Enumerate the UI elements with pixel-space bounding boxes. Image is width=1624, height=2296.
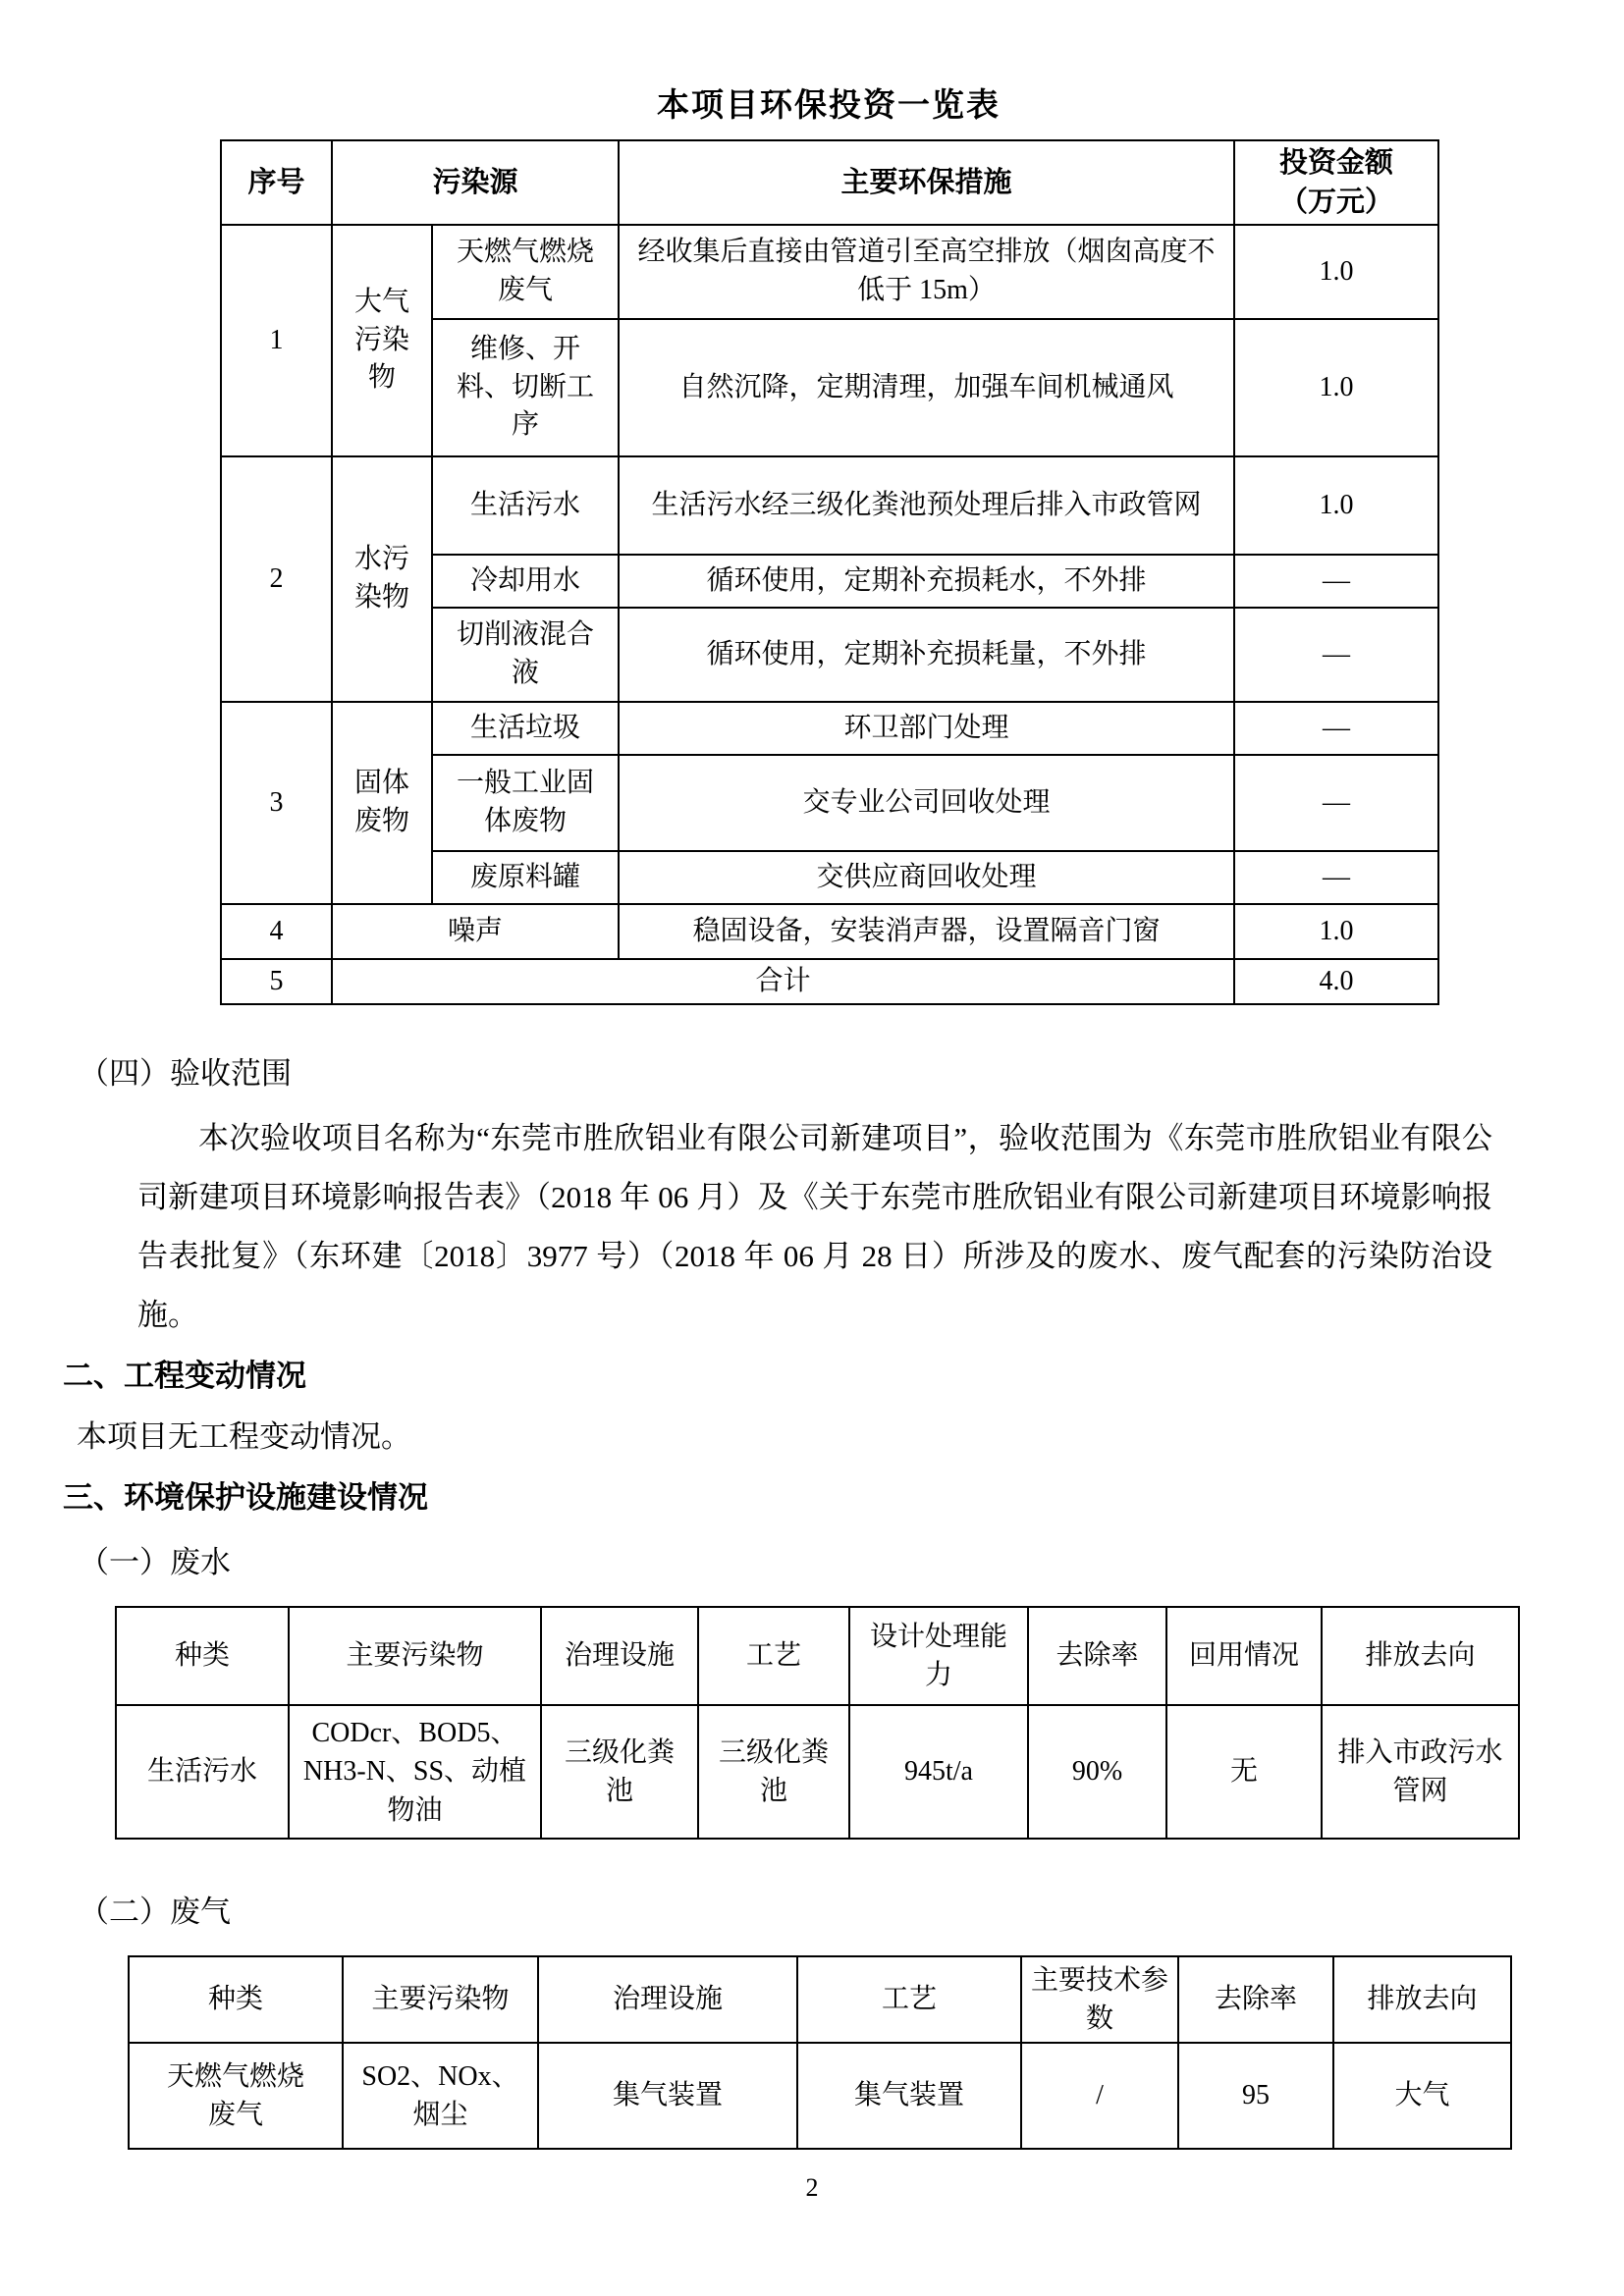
subheading-exhaust: （二）废气 bbox=[79, 1895, 231, 1930]
invest-cell-amount: 4.0 bbox=[1234, 959, 1438, 1004]
invest-header-amount-line2: （万元） bbox=[1279, 187, 1394, 219]
invest-cell-source: 生活污水 bbox=[432, 456, 619, 555]
wastewater-cell-removal-rate: 90% bbox=[1028, 1705, 1166, 1839]
invest-cell-amount: 1.0 bbox=[1234, 319, 1438, 456]
invest-cell-no: 1 bbox=[221, 225, 332, 456]
exhaust-cell-facility: 集气装置 bbox=[538, 2043, 797, 2149]
invest-table-title: 本项目环保投资一览表 bbox=[657, 86, 1001, 123]
section-4-heading: （四）验收范围 bbox=[79, 1056, 292, 1092]
exhaust-cell-process: 集气装置 bbox=[797, 2043, 1021, 2149]
exhaust-cell-destination: 大气 bbox=[1333, 2043, 1511, 2149]
invest-cell-source: 切削液混合液 bbox=[432, 608, 619, 702]
invest-cell-measure: 自然沉降，定期清理，加强车间机械通风 bbox=[619, 319, 1234, 456]
invest-cell-source: 一般工业固体废物 bbox=[432, 755, 619, 851]
exhaust-header: 主要污染物 bbox=[343, 1956, 538, 2043]
invest-cell-measure: 环卫部门处理 bbox=[619, 702, 1234, 755]
heading-3: 三、环境保护设施建设情况 bbox=[63, 1480, 428, 1516]
exhaust-header: 排放去向 bbox=[1333, 1956, 1511, 2043]
invest-cell-no: 2 bbox=[221, 456, 332, 702]
invest-table bbox=[220, 139, 1439, 1005]
exhaust-data-row bbox=[129, 2043, 1511, 2149]
invest-cell-amount: 1.0 bbox=[1234, 904, 1438, 959]
exhaust-cell-tech-params: / bbox=[1021, 2043, 1178, 2149]
wastewater-cell-destination: 排入市政污水管网 bbox=[1322, 1705, 1519, 1839]
invest-row-noise bbox=[221, 904, 1438, 959]
invest-cell-source: 天燃气燃烧废气 bbox=[432, 225, 619, 319]
wastewater-header: 治理设施 bbox=[541, 1607, 698, 1705]
invest-header-source: 污染源 bbox=[332, 140, 619, 225]
wastewater-header: 排放去向 bbox=[1322, 1607, 1519, 1705]
invest-cell-amount: 1.0 bbox=[1234, 225, 1438, 319]
wastewater-header: 设计处理能力 bbox=[849, 1607, 1028, 1705]
wastewater-table bbox=[115, 1606, 1520, 1840]
page-number: 2 bbox=[805, 2173, 819, 2202]
invest-cell-source: 维修、开料、切断工序 bbox=[432, 319, 619, 456]
wastewater-header: 种类 bbox=[116, 1607, 289, 1705]
invest-cell-amount: — bbox=[1234, 555, 1438, 608]
invest-row-total bbox=[221, 959, 1438, 1004]
exhaust-header: 种类 bbox=[129, 1956, 343, 2043]
invest-cell-amount: — bbox=[1234, 702, 1438, 755]
wastewater-data-row bbox=[116, 1705, 1519, 1839]
invest-header-amount bbox=[1234, 140, 1438, 225]
invest-cell-amount: — bbox=[1234, 608, 1438, 702]
exhaust-cell-removal-rate: 95 bbox=[1178, 2043, 1333, 2149]
invest-header-row bbox=[221, 140, 1438, 225]
invest-cell-source: 生活垃圾 bbox=[432, 702, 619, 755]
exhaust-header: 去除率 bbox=[1178, 1956, 1333, 2043]
invest-cell-total-label: 合计 bbox=[332, 959, 1234, 1004]
invest-cell-source: 冷却用水 bbox=[432, 555, 619, 608]
wastewater-cell-capacity: 945t/a bbox=[849, 1705, 1028, 1839]
wastewater-cell-reuse: 无 bbox=[1166, 1705, 1322, 1839]
invest-row-solid-1 bbox=[221, 702, 1438, 755]
invest-cell-measure: 生活污水经三级化粪池预处理后排入市政管网 bbox=[619, 456, 1234, 555]
invest-cell-no: 5 bbox=[221, 959, 332, 1004]
heading-2: 二、工程变动情况 bbox=[63, 1359, 306, 1394]
invest-cell-category: 水污染物 bbox=[332, 456, 432, 702]
invest-cell-measure: 循环使用，定期补充损耗水，不外排 bbox=[619, 555, 1234, 608]
invest-cell-measure: 循环使用，定期补充损耗量，不外排 bbox=[619, 608, 1234, 702]
invest-cell-measure: 稳固设备，安装消声器，设置隔音门窗 bbox=[619, 904, 1234, 959]
wastewater-header: 去除率 bbox=[1028, 1607, 1166, 1705]
wastewater-header: 主要污染物 bbox=[289, 1607, 541, 1705]
exhaust-header-row bbox=[129, 1956, 1511, 2043]
invest-cell-amount: — bbox=[1234, 755, 1438, 851]
exhaust-table bbox=[128, 1955, 1512, 2150]
wastewater-cell-pollutants: CODcr、BOD5、NH3-N、SS、动植物油 bbox=[289, 1705, 541, 1839]
invest-cell-no: 3 bbox=[221, 702, 332, 904]
invest-row-water-1 bbox=[221, 456, 1438, 555]
wastewater-header-row bbox=[116, 1607, 1519, 1705]
invest-header-no: 序号 bbox=[221, 140, 332, 225]
wastewater-cell-facility: 三级化粪池 bbox=[541, 1705, 698, 1839]
wastewater-header: 工艺 bbox=[698, 1607, 849, 1705]
invest-header-measures: 主要环保措施 bbox=[619, 140, 1234, 225]
invest-cell-category: 固体废物 bbox=[332, 702, 432, 904]
subheading-wastewater: （一）废水 bbox=[79, 1545, 231, 1580]
invest-cell-measure: 经收集后直接由管道引至高空排放（烟囱高度不低于 15m） bbox=[619, 225, 1234, 319]
wastewater-cell-kind: 生活污水 bbox=[116, 1705, 289, 1839]
exhaust-header: 治理设施 bbox=[538, 1956, 797, 2043]
invest-cell-measure: 交专业公司回收处理 bbox=[619, 755, 1234, 851]
section-4-paragraph: 本次验收项目名称为“东莞市胜欣铝业有限公司新建项目”，验收范围为《东莞市胜欣铝业有限公司新建项目环境影响报告表》（2018 年 06 月）及《关于东莞市胜欣铝业有限公司新建项目环境影响报告表批复》（东环建〔2018〕3977 号）（2018 年 06 月 28 日）所涉及的废水、废气配套的污染防治设施。 bbox=[137, 1121, 1492, 1333]
invest-cell-no: 4 bbox=[221, 904, 332, 959]
exhaust-cell-kind: 天燃气燃烧废气 bbox=[129, 2043, 343, 2149]
invest-cell-measure: 交供应商回收处理 bbox=[619, 851, 1234, 904]
exhaust-header: 工艺 bbox=[797, 1956, 1021, 2043]
exhaust-header: 主要技术参数 bbox=[1021, 1956, 1178, 2043]
wastewater-header: 回用情况 bbox=[1166, 1607, 1322, 1705]
heading-2-paragraph: 本项目无工程变动情况。 bbox=[77, 1419, 411, 1455]
invest-cell-amount: 1.0 bbox=[1234, 456, 1438, 555]
invest-cell-source: 噪声 bbox=[332, 904, 619, 959]
invest-header-amount-line1: 投资金额 bbox=[1279, 147, 1394, 179]
invest-cell-category: 大气污染物 bbox=[332, 225, 432, 456]
wastewater-cell-process: 三级化粪池 bbox=[698, 1705, 849, 1839]
invest-row-air-1 bbox=[221, 225, 1438, 319]
invest-cell-source: 废原料罐 bbox=[432, 851, 619, 904]
invest-cell-amount: — bbox=[1234, 851, 1438, 904]
exhaust-cell-pollutants: SO2、NOx、烟尘 bbox=[343, 2043, 538, 2149]
